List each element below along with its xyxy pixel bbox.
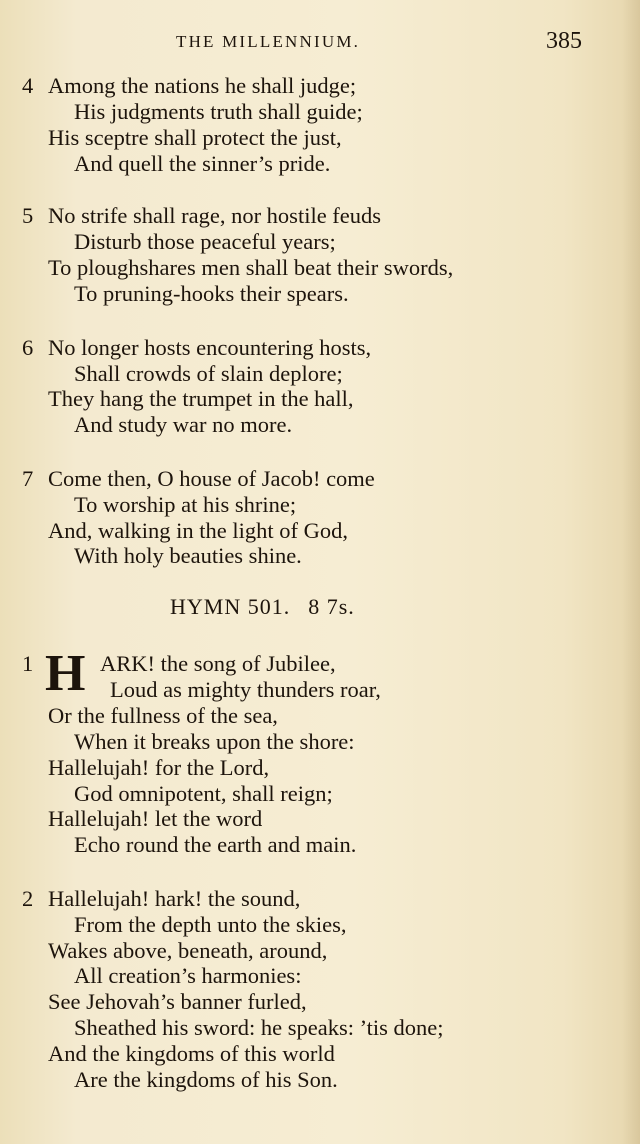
verse-line: God omnipotent, shall reign;	[74, 781, 333, 806]
verse-line: Echo round the earth and main.	[74, 832, 357, 857]
verse-line: Wakes above, beneath, around,	[48, 938, 328, 963]
verse-line: Loud as mighty thunders roar,	[110, 677, 381, 702]
verse-line: Among the nations he shall judge;	[48, 73, 357, 98]
verse-line: To pruning-hooks their spears.	[74, 281, 349, 306]
verse-line: Disturb those peaceful years;	[74, 229, 336, 254]
page-header	[0, 28, 640, 58]
stanza-number: 6	[22, 335, 34, 360]
verse-line: Hallelujah! hark! the sound,	[48, 886, 301, 911]
verse-line: Shall crowds of slain deplore;	[74, 361, 343, 386]
verse-line: His sceptre shall protect the just,	[48, 125, 342, 150]
verse-line: See Jehovah’s banner furled,	[48, 989, 307, 1014]
verse-line: ARK! the song of Jubilee,	[100, 651, 336, 676]
verse-line: With holy beauties shine.	[74, 543, 302, 568]
stanza-number: 2	[22, 886, 34, 911]
verse-line: Are the kingdoms of his Son.	[74, 1067, 338, 1092]
page-number: 385	[546, 28, 582, 54]
verse-line: When it breaks upon the shore:	[74, 729, 355, 754]
hymn-title: HYMN 501.	[170, 594, 291, 619]
running-title: THE MILLENNIUM.	[176, 32, 361, 51]
verse-line: All creation’s harmonies:	[74, 963, 302, 988]
verse-line: And study war no more.	[74, 412, 293, 437]
verse-line: Sheathed his sword: he speaks: ’tis done;	[74, 1015, 444, 1040]
verse-line: And, walking in the light of God,	[48, 518, 348, 543]
hymn-meter: 8 7s.	[308, 594, 355, 619]
stanza-number: 1	[22, 651, 34, 676]
hymn-heading	[170, 594, 373, 620]
drop-cap: H	[45, 645, 86, 702]
verse-line: And quell the sinner’s pride.	[74, 151, 331, 176]
verse-line: And the kingdoms of this world	[48, 1041, 335, 1066]
stanza-number: 7	[22, 466, 34, 491]
verse-line: Or the fullness of the sea,	[48, 703, 278, 728]
verse-line: Hallelujah! for the Lord,	[48, 755, 270, 780]
verse-line: No strife shall rage, nor hostile feuds	[48, 203, 382, 228]
verse-line: Come then, O house of Jacob! come	[48, 466, 375, 491]
verse-line: Hallelujah! let the word	[48, 806, 263, 831]
verse-line: To worship at his shrine;	[74, 492, 297, 517]
verse-line: His judgments truth shall guide;	[74, 99, 363, 124]
stanza-number: 5	[22, 203, 34, 228]
verse-line: No longer hosts encountering hosts,	[48, 335, 372, 360]
stanza-number: 4	[22, 73, 34, 98]
verse-line: From the depth unto the skies,	[74, 912, 347, 937]
verse-line: To ploughshares men shall beat their swords,	[48, 255, 454, 280]
verse-line: They hang the trumpet in the hall,	[48, 386, 354, 411]
